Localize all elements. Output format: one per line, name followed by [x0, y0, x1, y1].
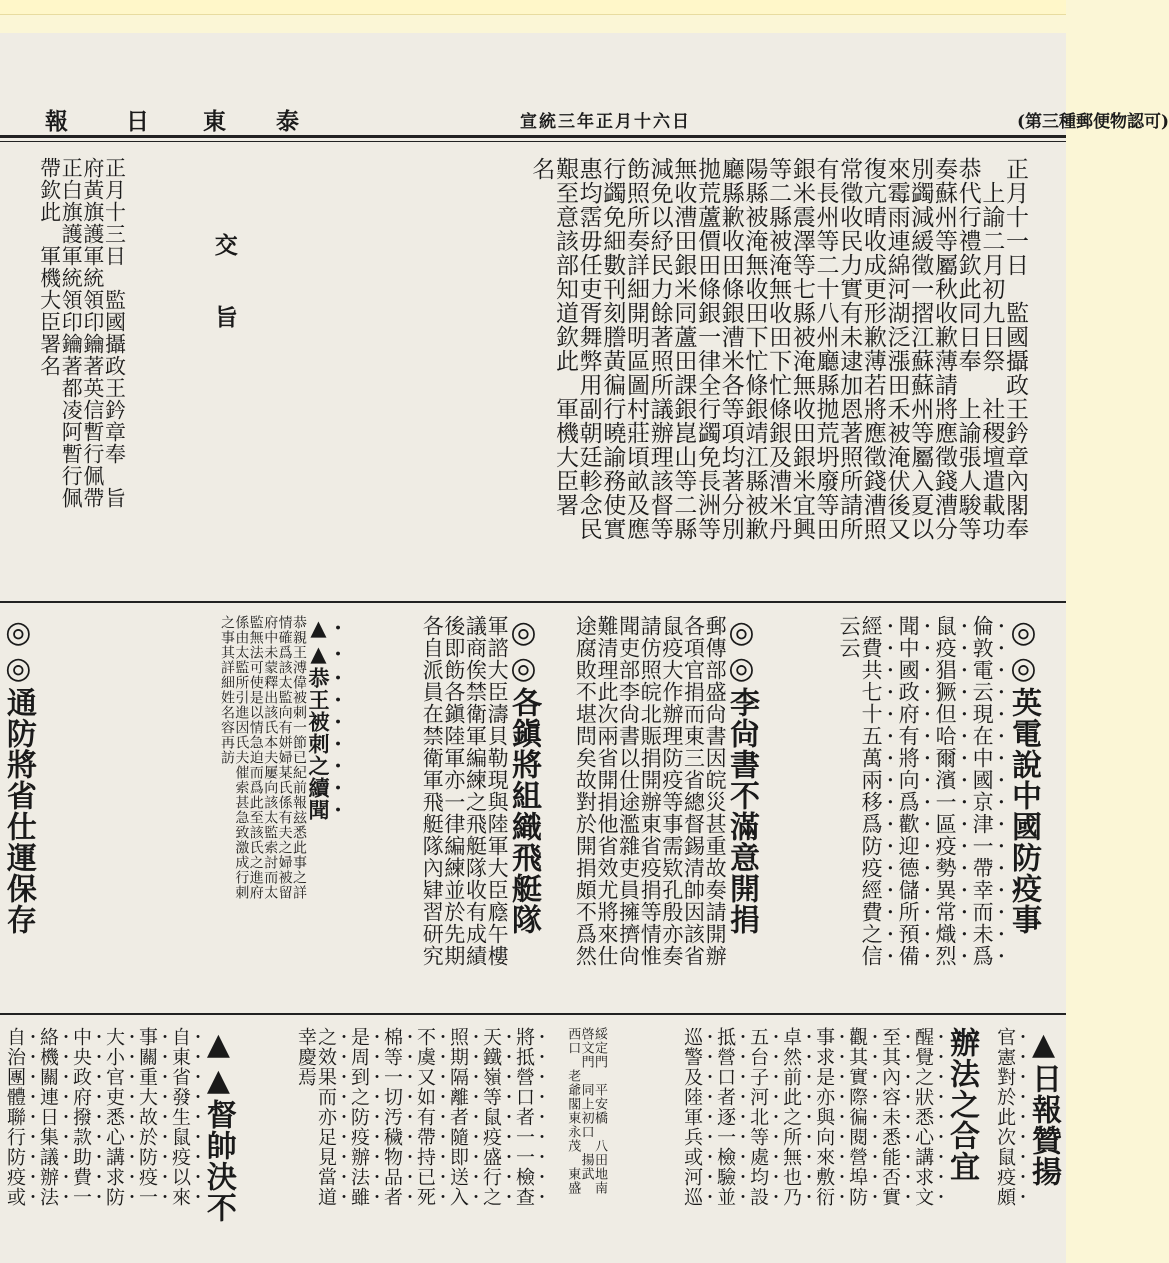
article-method: 辦法之合宜 醒覺之狀悉心講求文 至其內容未悉能否實 觀其實際徧閱營埠防 事求是亦與向來敷衍 卓然前此之所無也乃 五台子河北等處均設 抵營口者逐一檢驗並 巡警及陸軍兵或河巡: [681, 1027, 976, 1263]
article-praise-title: 日報贊揚: [1026, 1063, 1061, 1187]
article-gong: ▲▲恭王被刺之續聞 恭親王溥偉被刺一節已紀前報玆悉此事之詳 情確爲該太監向有姘婦某氏係有夫之婦被留 府中未蒙釋出該氏本夫屢向該太監索討而太 監無法可使是以情急迫而爲此至該氏之進府 係由太監所引進因氏夫催索甚急致激成行刺 之事其詳細姓名容再訪: [218, 615, 331, 900]
edict-text: 正月十一日 監國攝政王鈐章內閣奉 上諭二月初九日祭 社稷壇遣載功 恭代行禮欽此同日奉 上諭張人駿等 奏蘇州等屬秋收歉薄請將應徵錢漕分 別蠲減緩徵一摺江蘇蘇州等屬入夏以 來霉雨連綿河湖泛漲田禾被淹伏後又 復亢晴收成更形歉薄若將應徵錢漕照 常徵收民力實有未逮加恩著照所請所 有長州等二十八州廳縣拋荒坍廢等田 銀米震澤等七縣被淹無收田銀米宜興 等二縣被淹無收田下忙條銀及漕米丹 陽縣被淹無收田下忙條銀靖江縣被歉 廳縣歉收田條銀漕米各等項均著分別 拋荒蘆價田條銀一律全行蠲免長洲等 無收漕田銀米同蘆田課銀崑山等二縣 減免以紓民力餘著照所議辦理該督等 飭照所奏詳細開明區圖村莊頃畝及應 行蠲免細數刊刻謄黃徧行曉諭務使實 惠均霑毋任吏胥舞弊用副朝廷軫念民 艱至意該部知道欽此 軍機大臣署 名: [528, 157, 1028, 541]
double-circle-icon: ◎◎: [724, 615, 759, 687]
masthead-rule-thin: [0, 141, 1066, 142]
article-defense-partial: [0, 615, 36, 997]
article-british-title: 英電說中國防疫事: [1006, 687, 1041, 935]
article-gates: 綏定門 平安橋 八田地南 啓文門 同上初口 揚武 西口 老爺閣東永茂 東盛: [565, 1027, 607, 1195]
double-circle-icon: ◎◎: [506, 615, 541, 687]
double-circle-icon: ◎◎: [1006, 615, 1041, 687]
article-li: ◎◎李尙書不滿意開捐 郵傳部盛尙書因皖災甚重故奏請開辦 各項官捐而東三省總督錫清帥因該省 鼠疫大作辦理防疫等事需欵孔殷亦奏 請仿照皖北賑捐開辦東省疫捐等情惟 聞吏部李尙書以仕途濫雜吏員擁擠尙 難清理此次兩省開捐他省效尤將來仕 途腐敗不堪問矣故對於開捐頗不爲然: [573, 615, 759, 967]
masthead-rule: [0, 135, 1066, 138]
article-defense-partial-title: 通防將省仕運保存: [0, 687, 36, 935]
section-rule-mid: [0, 601, 1066, 603]
article-british: ◎◎英電說中國防疫事 倫敦電云現在中國京津一帶幸而未爲 鼠疫猖獗但哈爾濱一區疫勢異常熾烈 聞中國政府有將向爲歡迎德儲所預備 經費共七十五萬兩移爲防疫經費之信 云云: [837, 615, 1041, 967]
article-railway: 將抵營口者一一檢查 天鐵嶺等鼠疫盛行之 照期隔離者隨即送入 不虞又如有帶持已死 棉等一切汚穢物品者 是周到之防疫辦法雖 之效果而亦足見當道 幸慶焉: [295, 1027, 535, 1207]
decree-text: 正月十三日 監國攝政王鈐章奉 旨 府黃旗護軍統領印鑰著英信暫行佩帶 正白旗護軍統領印鑰著都凌阿暫行佩 帶欽此 軍機大臣署名: [37, 157, 127, 509]
article-method-title: 辦法之合宜: [944, 1027, 979, 1182]
triangle-icon: ▲▲: [200, 1027, 236, 1099]
article-air: ◎◎各鎭將組織飛艇隊 軍諮大臣濤貝勒現與陸軍大臣廕午樓 議商俟禁衛軍編練之飛艇隊收有成績 後即飭各鎭陸軍亦一律編練並於先期 各自派員在禁衛軍飛艇隊內肄習研究: [420, 615, 541, 967]
masthead-char-4: 報: [45, 108, 70, 135]
article-gong-title: 恭王被刺之續聞: [306, 667, 331, 821]
newspaper-page: [0, 33, 1169, 1263]
issue-date: 宣統三年正月十六日: [520, 112, 691, 132]
article-li-title: 李尙書不滿意開捐: [724, 687, 759, 935]
article-air-title: 各鎭將組織飛艇隊: [506, 687, 541, 935]
top-bar: [0, 0, 1066, 15]
article-governor-title: 督帥決不: [200, 1099, 236, 1223]
article-praise: ▲日報贊揚 官憲對於此次鼠疫頗: [994, 1027, 1061, 1207]
masthead-char-2: 東: [203, 108, 228, 135]
article-governor: ▲▲督帥決不 自東省發生鼠疫以來 事關重大故於防疫一 大小官吏悉心講求防 中央政府撥款助費一 絡機關連日集議辦法 自治團體聯行防疫或: [4, 1027, 236, 1223]
masthead-char-1: 泰: [276, 108, 301, 135]
triangle-icon: ▲: [1026, 1027, 1061, 1063]
postal-permit: (第三種郵便物認可): [1017, 112, 1169, 132]
triangle-icon: ▲▲: [306, 615, 331, 667]
masthead-char-3: 日: [126, 108, 151, 135]
double-circle-icon: ◎◎: [0, 615, 36, 687]
decree-title: 交 旨: [210, 233, 238, 329]
section-rule-bottom: [0, 1013, 1066, 1015]
